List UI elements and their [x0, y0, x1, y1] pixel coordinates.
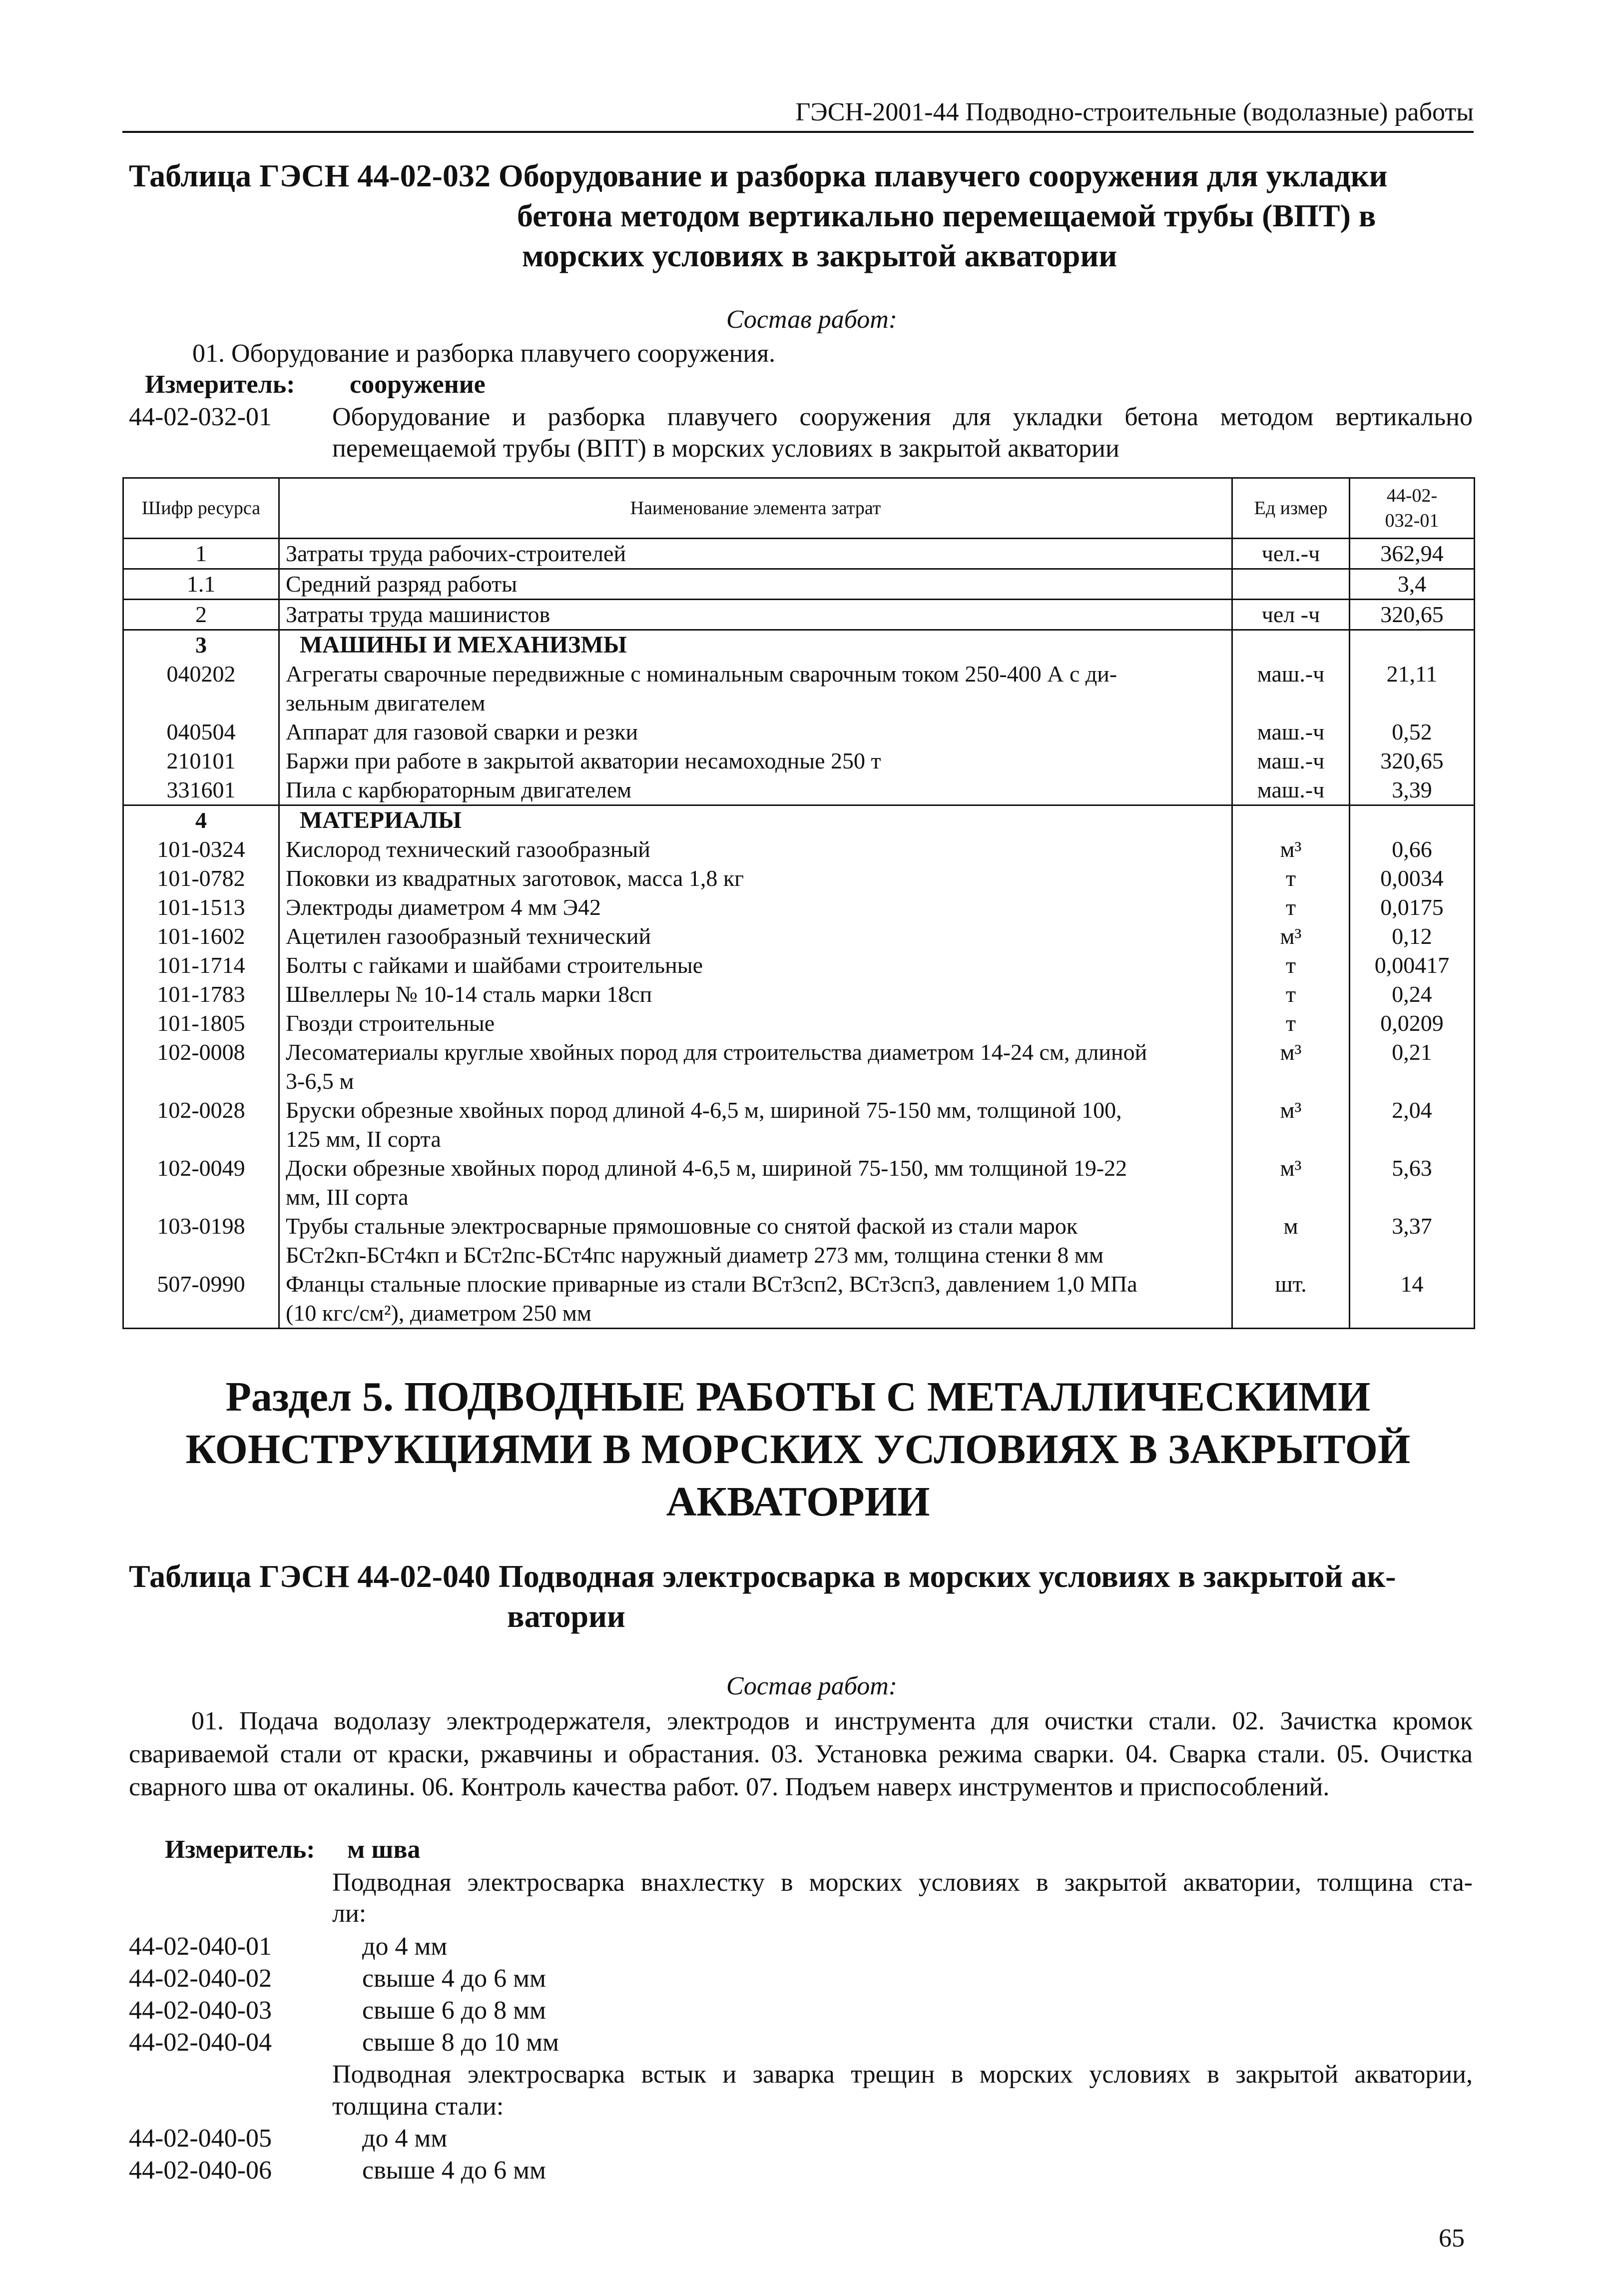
row-value: 0,0175	[1350, 893, 1475, 922]
table-row	[123, 1270, 1475, 1329]
row-name: Баржи при работе в закрытой акватории несамоходные 250 т	[279, 747, 1232, 775]
row-name: Аппарат для газовой сварки и резки	[279, 718, 1232, 747]
row-name-line: Доски обрезные хвойных пород длиной 4-6,5 м, шириной 75-150, мм толщиной 19-22	[286, 1155, 1127, 1181]
table-row	[123, 922, 1475, 951]
row-unit: т	[1232, 1009, 1350, 1038]
row-name	[279, 660, 1232, 718]
row-unit: т	[1232, 980, 1350, 1009]
table-row	[123, 569, 1475, 600]
row-value: 0,0209	[1350, 1009, 1475, 1038]
row-code: 102-0049	[123, 1154, 279, 1212]
row-value: 0,00417	[1350, 951, 1475, 980]
group1-heading-line1: Подводная электросварка внахлестку в морских условиях в закрытой акватории, толщина ста-	[332, 1868, 1473, 1897]
row-name-line: 125 мм, II сорта	[286, 1126, 441, 1152]
row-name-line: мм, III сорта	[286, 1184, 409, 1210]
table2-measure-value: м шва	[347, 1835, 421, 1864]
row-name: Затраты труда машинистов	[279, 600, 1232, 630]
row-name: Электроды диаметром 4 мм Э42	[279, 893, 1232, 922]
row-name: Кислород технический газообразный	[279, 835, 1232, 864]
row-value: 5,63	[1350, 1154, 1475, 1212]
norm-code: 44-02-040-04	[129, 2028, 272, 2057]
row-name-line: Фланцы стальные плоские приварные из стали ВСт3сп2, ВСт3сп3, давлением 1,0 МПа	[286, 1271, 1137, 1297]
row-unit: м³	[1232, 835, 1350, 864]
table2-composition-label: Состав работ:	[726, 1672, 898, 1700]
table-row	[123, 1038, 1475, 1096]
row-unit: чел.-ч	[1232, 539, 1350, 569]
table-row	[123, 1212, 1475, 1270]
norm-text: свыше 4 до 6 мм	[362, 2156, 546, 2185]
row-unit: м	[1232, 1212, 1350, 1270]
table2-title-line1: Таблица ГЭСН 44-02-040 Подводная электросварка в морских условиях в закрытой ак-	[129, 1558, 1396, 1594]
norm-text: свыше 6 до 8 мм	[362, 1996, 546, 2025]
page-number: 65	[1439, 2224, 1465, 2253]
table1-norm-desc-line1: Оборудование и разборка плавучего сооружения для укладки бетона методом вертикально	[332, 403, 1473, 431]
row-name: Болты с гайками и шайбами строительные	[279, 951, 1232, 980]
norm-code: 44-02-040-05	[129, 2124, 272, 2153]
table-row	[123, 1096, 1475, 1154]
row-unit	[1232, 805, 1350, 835]
table-row	[123, 980, 1475, 1009]
row-value: 362,94	[1350, 539, 1475, 569]
row-name: Средний разряд работы	[279, 569, 1232, 600]
row-name: МАШИНЫ И МЕХАНИЗМЫ	[279, 630, 1232, 660]
row-unit	[1232, 630, 1350, 660]
row-unit: шт.	[1232, 1270, 1350, 1329]
row-unit: м³	[1232, 1154, 1350, 1212]
table1-norm-desc-line2: перемещаемой трубы (ВПТ) в морских условиях в закрытой акватории	[332, 434, 1119, 463]
running-header: ГЭСН-2001-44 Подводно-строительные (водолазные) работы	[795, 98, 1474, 126]
norm-text: до 4 мм	[362, 2124, 448, 2153]
row-value: 320,65	[1350, 747, 1475, 775]
row-value: 0,21	[1350, 1038, 1475, 1096]
row-code: 101-1783	[123, 980, 279, 1009]
table-row	[123, 718, 1475, 747]
row-value	[1350, 805, 1475, 835]
row-code: 4	[123, 805, 279, 835]
row-name: Поковки из квадратных заготовок, масса 1,8 кг	[279, 864, 1232, 893]
row-unit: маш.-ч	[1232, 775, 1350, 805]
norm-code: 44-02-040-02	[129, 1964, 272, 1993]
section5-heading-line1: Раздел 5. ПОДВОДНЫЕ РАБОТЫ С МЕТАЛЛИЧЕСКИМИ	[225, 1374, 1371, 1420]
row-code: 3	[123, 630, 279, 660]
table1-measure-label: Измеритель:	[145, 370, 295, 399]
row-code: 331601	[123, 775, 279, 805]
row-value: 0,24	[1350, 980, 1475, 1009]
table-row	[123, 539, 1475, 569]
resource-table-header	[123, 478, 1475, 539]
table-row	[123, 1009, 1475, 1038]
section5-heading-line3: АКВАТОРИИ	[666, 1479, 930, 1525]
row-code: 040504	[123, 718, 279, 747]
row-value: 21,11	[1350, 660, 1475, 718]
row-name: Гвозди строительные	[279, 1009, 1232, 1038]
row-value: 3,39	[1350, 775, 1475, 805]
row-name-line: Агрегаты сварочные передвижные с номинальным сварочным током 250-400 А с ди-	[286, 661, 1117, 687]
table-row	[123, 893, 1475, 922]
row-name-line: Лесоматериалы круглые хвойных пород для строительства диаметром 14-24 см, длиной	[286, 1039, 1147, 1065]
group2-heading-line2: толщина стали:	[332, 2092, 504, 2121]
row-value: 0,0034	[1350, 864, 1475, 893]
table-row	[123, 864, 1475, 893]
norm-code: 44-02-040-01	[129, 1932, 272, 1961]
table-row	[123, 600, 1475, 630]
row-name	[279, 1270, 1232, 1329]
row-value: 2,04	[1350, 1096, 1475, 1154]
row-value: 0,66	[1350, 835, 1475, 864]
norm-code: 44-02-040-03	[129, 1996, 272, 2025]
norm-text: до 4 мм	[362, 1932, 448, 1961]
row-name	[279, 1038, 1232, 1096]
table2-title-line2: ватории	[507, 1598, 625, 1634]
row-value: 0,52	[1350, 718, 1475, 747]
table-row	[123, 775, 1475, 805]
table1-composition-text: 01. Оборудование и разборка плавучего сооружения.	[192, 339, 776, 368]
row-code: 1.1	[123, 569, 279, 600]
row-value: 3,37	[1350, 1212, 1475, 1270]
row-value: 0,12	[1350, 922, 1475, 951]
row-unit: м³	[1232, 922, 1350, 951]
row-unit: м³	[1232, 1096, 1350, 1154]
table-row	[123, 835, 1475, 864]
table2-composition-text: 01. Подача водолазу электродержателя, электродов и инструмента для очистки стали. 02. Зачистка кромок свариваемой стали от краски, ржавчины и обрастания. 03. Установка режима сварки. 04. Сварка стали. 05. Очистка сварного шва от окалины. 06. Контроль качества работ. 07. Подъем наверх инструментов и приспособлений.	[129, 1707, 1473, 1801]
row-name-line: Бруски обрезные хвойных пород длиной 4-6,5 м, шириной 75-150 мм, толщиной 100,	[286, 1097, 1122, 1123]
row-value	[1350, 630, 1475, 660]
row-name-line: Трубы стальные электросварные прямошовные со снятой фаской из стали марок	[286, 1213, 1078, 1239]
table-row	[123, 1154, 1475, 1212]
header-rule	[122, 131, 1474, 133]
col-header-name: Наименование элемента затрат	[279, 478, 1232, 539]
table-row	[123, 951, 1475, 980]
row-name-line: БСт2кп-БСт4кп и БСт2пс-БСт4пс наружный диаметр 273 мм, толщина стенки 8 мм	[286, 1242, 1104, 1268]
row-unit: м³	[1232, 1038, 1350, 1096]
row-name: Ацетилен газообразный технический	[279, 922, 1232, 951]
table1-title-line1: Таблица ГЭСН 44-02-032 Оборудование и разборка плавучего сооружения для укладки	[129, 158, 1388, 193]
row-name	[279, 1212, 1232, 1270]
row-value: 14	[1350, 1270, 1475, 1329]
table1-norm-code: 44-02-032-01	[129, 403, 272, 431]
row-code: 101-1805	[123, 1009, 279, 1038]
row-name	[279, 1096, 1232, 1154]
table1-measure-value: сооружение	[350, 370, 486, 399]
group2-heading-line1: Подводная электросварка встык и заварка трещин в морских условиях в закрытой акватории,	[332, 2060, 1473, 2089]
row-value: 320,65	[1350, 600, 1475, 630]
row-unit: т	[1232, 893, 1350, 922]
row-unit: т	[1232, 951, 1350, 980]
table-section-row	[123, 805, 1475, 835]
table-section-row	[123, 630, 1475, 660]
row-code: 210101	[123, 747, 279, 775]
table-row	[123, 660, 1475, 718]
table1-title-line2: бетона методом вертикально перемещаемой трубы (ВПТ) в	[517, 198, 1376, 233]
row-unit: маш.-ч	[1232, 718, 1350, 747]
col-header-value-line1: 44-02-	[1386, 485, 1438, 506]
section5-heading-line2: КОНСТРУКЦИЯМИ В МОРСКИХ УСЛОВИЯХ В ЗАКРЫТОЙ	[185, 1426, 1411, 1473]
row-name	[279, 1154, 1232, 1212]
row-name: Пила с карбюраторным двигателем	[279, 775, 1232, 805]
row-unit: маш.-ч	[1232, 747, 1350, 775]
row-unit	[1232, 569, 1350, 600]
row-code: 101-0324	[123, 835, 279, 864]
row-code: 101-1602	[123, 922, 279, 951]
row-name: Швеллеры № 10-14 сталь марки 18сп	[279, 980, 1232, 1009]
table-row	[123, 747, 1475, 775]
row-name-line: зельным двигателем	[286, 690, 486, 716]
norm-text: свыше 4 до 6 мм	[362, 1964, 546, 1993]
table1-title-line3: морских условиях в закрытой акватории	[522, 238, 1117, 273]
row-code: 507-0990	[123, 1270, 279, 1329]
row-unit: маш.-ч	[1232, 660, 1350, 718]
row-code: 101-1714	[123, 951, 279, 980]
row-unit: т	[1232, 864, 1350, 893]
row-code: 040202	[123, 660, 279, 718]
row-value: 3,4	[1350, 569, 1475, 600]
norm-text: свыше 8 до 10 мм	[362, 2028, 559, 2057]
row-name-line: (10 кгс/см²), диаметром 250 мм	[286, 1300, 591, 1326]
group1-heading-line2: ли:	[332, 1899, 367, 1928]
table1-composition-label: Состав работ:	[726, 305, 898, 334]
row-code: 103-0198	[123, 1212, 279, 1270]
table2-measure-label: Измеритель:	[165, 1835, 315, 1864]
row-name: МАТЕРИАЛЫ	[279, 805, 1232, 835]
row-name: Затраты труда рабочих-строителей	[279, 539, 1232, 569]
row-code: 1	[123, 539, 279, 569]
row-name-line: 3-6,5 м	[286, 1068, 354, 1094]
row-code: 102-0028	[123, 1096, 279, 1154]
col-header-value-line2: 032-01	[1385, 510, 1439, 531]
col-header-code: Шифр ресурса	[123, 478, 279, 539]
row-unit: чел -ч	[1232, 600, 1350, 630]
row-code: 101-0782	[123, 864, 279, 893]
norm-code: 44-02-040-06	[129, 2156, 272, 2185]
resource-table	[122, 477, 1475, 1329]
row-code: 2	[123, 600, 279, 630]
row-code: 102-0008	[123, 1038, 279, 1096]
col-header-value	[1350, 478, 1475, 539]
col-header-unit: Ед измер	[1232, 478, 1350, 539]
row-code: 101-1513	[123, 893, 279, 922]
